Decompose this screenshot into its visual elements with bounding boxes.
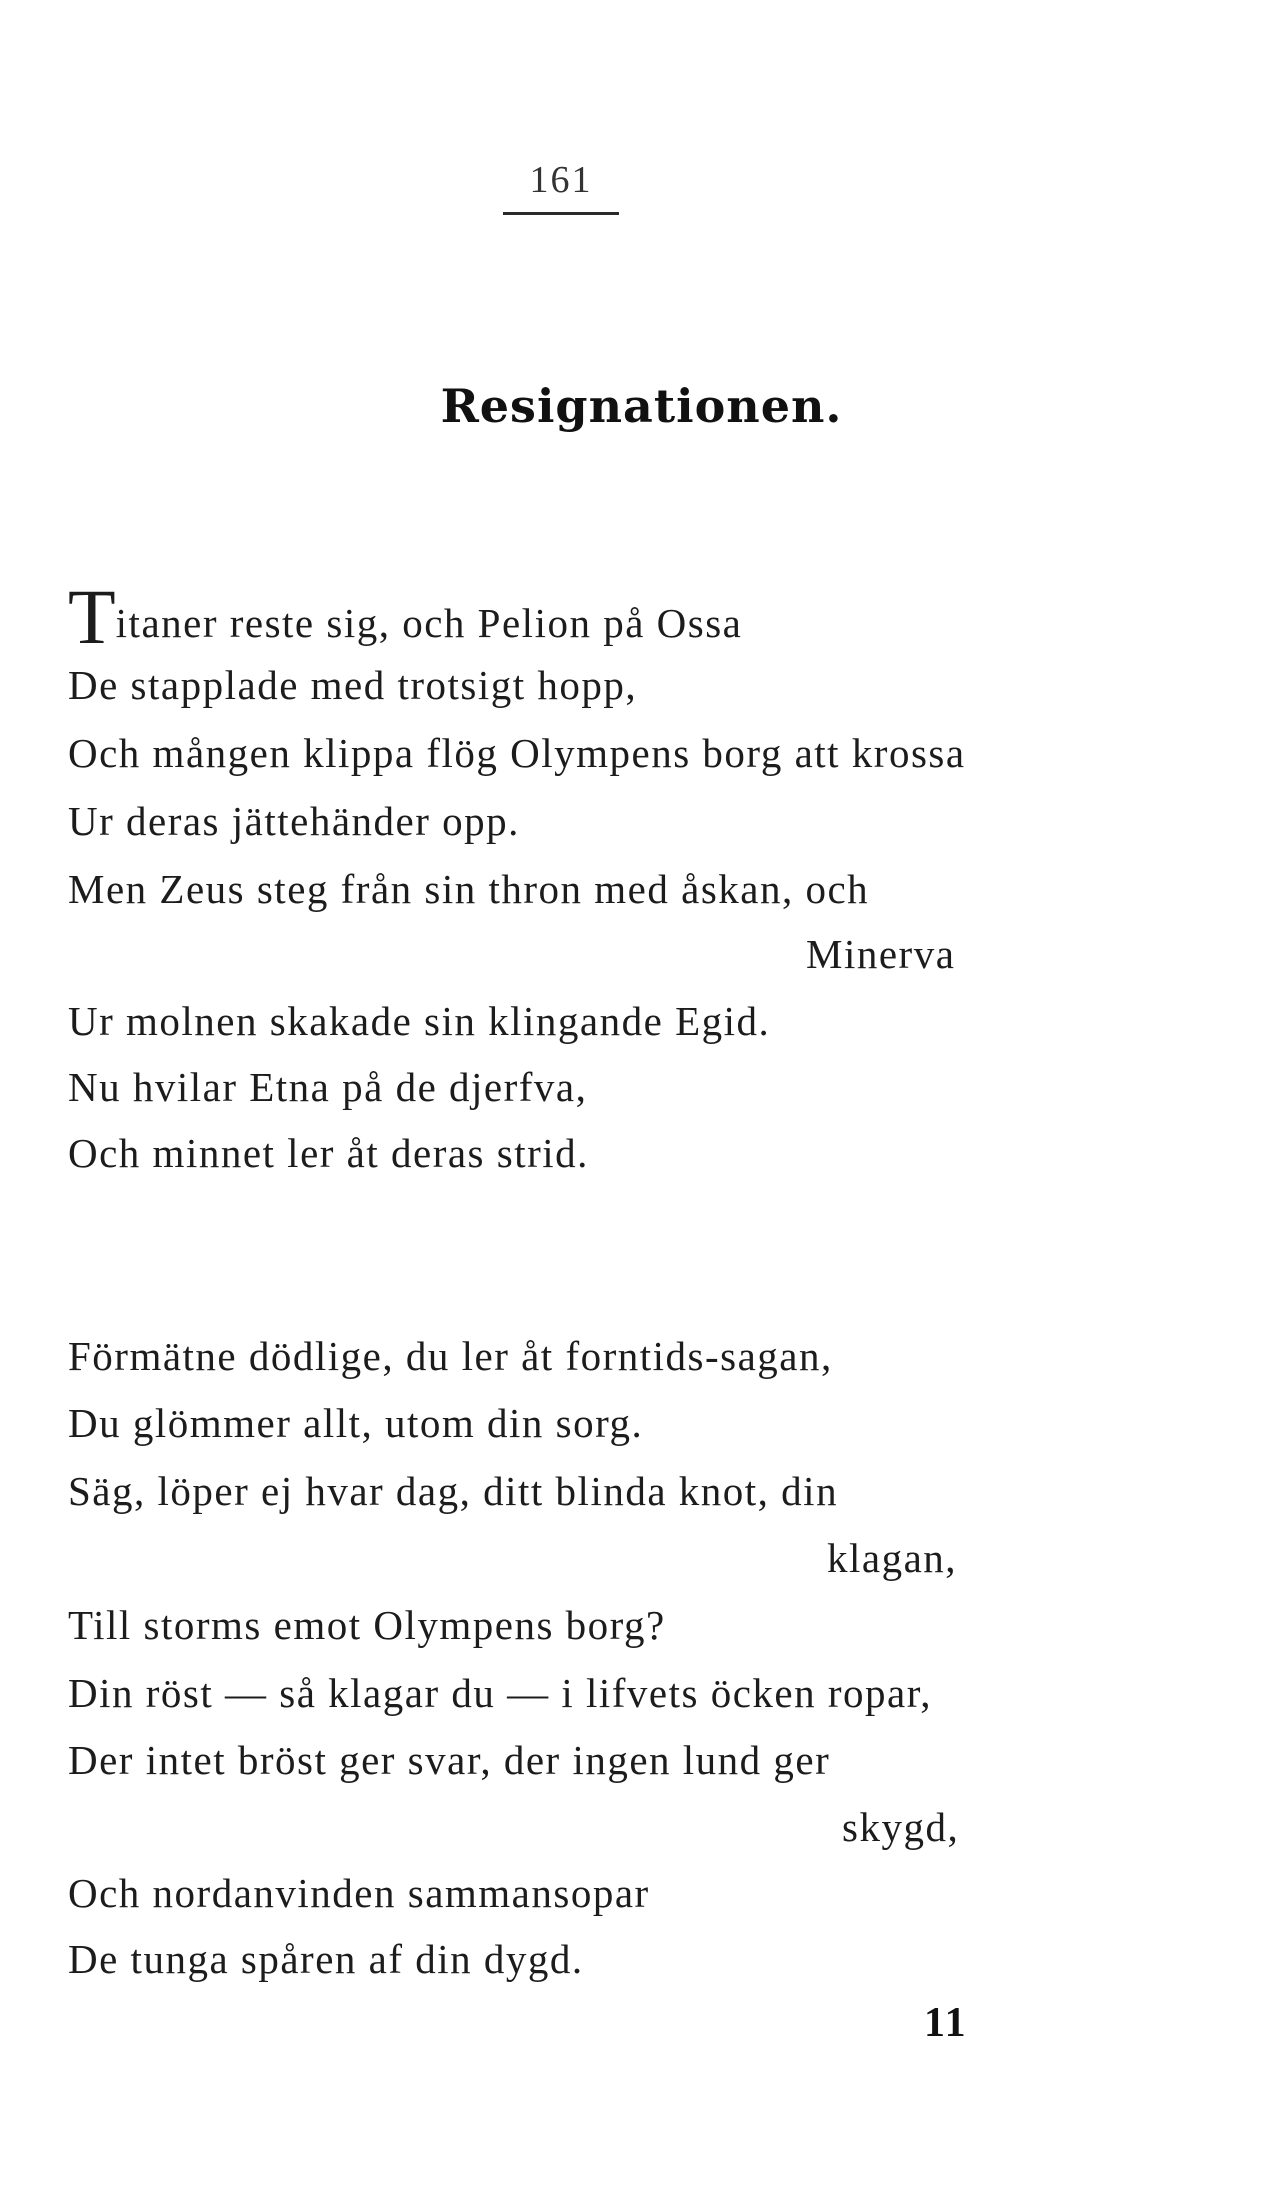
stanza-2-line-6: Der intet bröst ger svar, der ingen lund ger (68, 1737, 831, 1783)
stanza-1-line-7: Nu hvilar Etna på de djerfva, (68, 1064, 588, 1110)
signature-mark: 11 (924, 2000, 968, 2046)
stanza-1-line-1-text: itaner reste sig, och Pelion på Ossa (115, 600, 743, 646)
stanza-1-line-6: Ur molnen skakade sin klingande Egid. (68, 998, 771, 1044)
stanza-2-line-3-cont: klagan, (827, 1535, 958, 1581)
stanza-1-line-5-cont: Minerva (806, 931, 956, 977)
stanza-2-line-4: Till storms emot Olympens borg? (68, 1602, 666, 1648)
stanza-1-line-4: Ur deras jättehänder opp. (68, 798, 520, 844)
stanza-2-line-8: De tunga spåren af din dygd. (68, 1936, 584, 1982)
stanza-2-line-3: Säg, löper ej hvar dag, ditt blinda knot, din (68, 1468, 839, 1514)
stanza-1-line-2: De stapplade med trotsigt hopp, (68, 662, 638, 708)
stanza-1-line-8: Och minnet ler åt deras strid. (68, 1130, 589, 1176)
stanza-2-line-6-cont: skygd, (842, 1804, 960, 1850)
stanza-2-line-2: Du glömmer allt, utom din sorg. (68, 1400, 644, 1446)
page-number-rule (503, 212, 619, 215)
drop-cap: T (68, 573, 116, 660)
stanza-2-line-5: Din röst — så klagar du — i lifvets öcken ropar, (68, 1670, 932, 1716)
poem-title: Resignationen. (440, 379, 843, 433)
stanza-1-line-5: Men Zeus steg från sin thron med åskan, och (68, 866, 870, 912)
stanza-1-line-1 (68, 573, 743, 660)
stanza-1-line-3: Och mången klippa flög Olympens borg att krossa (68, 730, 966, 776)
stanza-2-line-7: Och nordanvinden sammansopar (68, 1870, 650, 1916)
stanza-2-line-1: Förmätne dödlige, du ler åt forntids-sagan, (68, 1333, 833, 1379)
page-number: 161 (529, 159, 593, 201)
